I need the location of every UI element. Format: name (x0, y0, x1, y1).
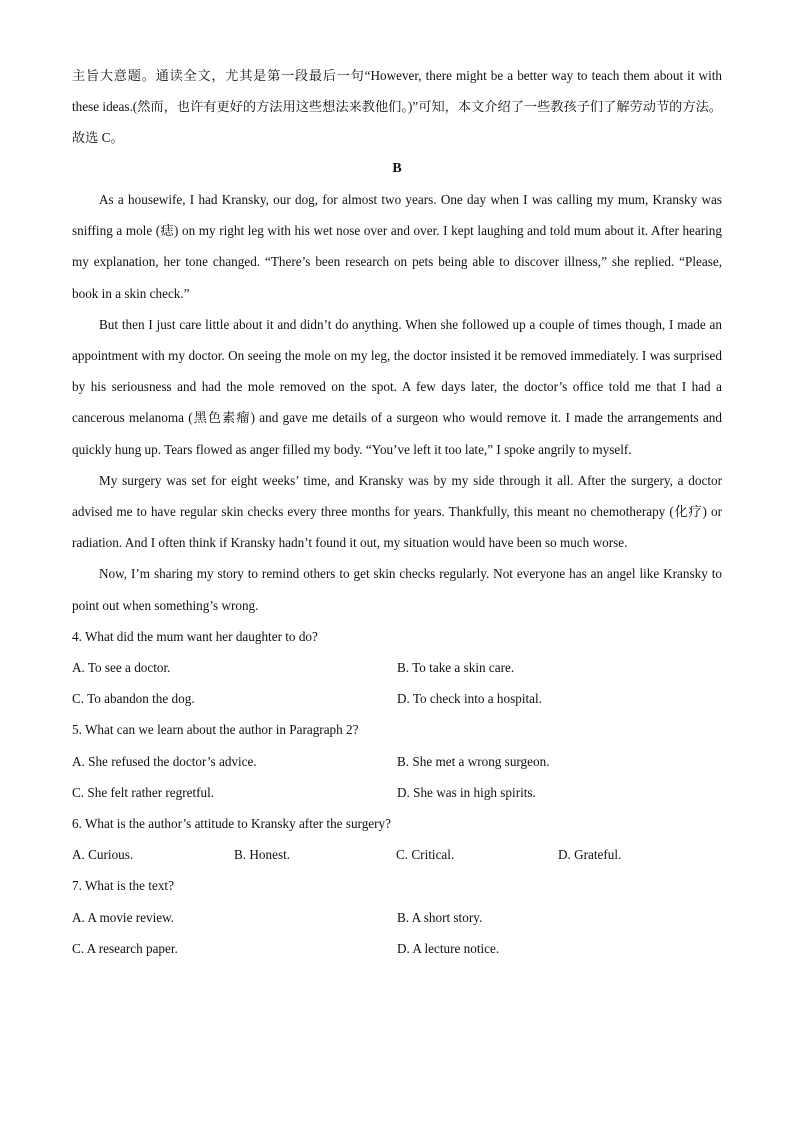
option-row (72, 902, 722, 933)
option-d: D. To check into a hospital. (397, 691, 542, 707)
passage-paragraph-2: But then I just care little about it and didn’t do anything. When she followed up a couple of times though, I made an appointment with my doctor. On seeing the mole on my leg, the doctor insisted it be removed immediately. I was surprised by his seriousness and had the mole removed on the spot. A few days later, the doctor’s office told me that I had a cancerous melanoma (黑色素瘤) and gave me details of a surgeon who would remove it. I made the arrangements and quickly hung up. Tears flowed as anger filled my body. “You’ve left it too late,” I spoke angrily to myself. (72, 316, 722, 457)
option-d: D. She was in high spirits. (397, 784, 536, 800)
passage (72, 184, 722, 621)
question-stem: 5. What can we learn about the author in Paragraph 2? (72, 722, 359, 738)
answer-explanation: 主旨大意题。通读全文，尤其是第一段最后一句“However, there might be a better way to teach them about it with these ideas.(然而，也许有更好的方法用这些想法来教他们。)”可知，本文介绍了一些教孩子们了解劳动节的方法。故选 C。 (72, 68, 722, 145)
question-5 (72, 714, 722, 808)
option-row (72, 839, 722, 870)
option-b: B. Honest. (234, 847, 291, 863)
document-page (72, 60, 722, 964)
question-stem: 7. What is the text? (72, 878, 174, 894)
question-6 (72, 808, 722, 870)
option-d: D. A lecture notice. (397, 940, 500, 956)
option-a: A. She refused the doctor’s advice. (72, 753, 257, 769)
passage-paragraph-4: Now, I’m sharing my story to remind others to get skin checks regularly. Not everyone has an angel like Kransky to point out when something’s wrong. (72, 566, 722, 613)
option-row (72, 777, 722, 808)
option-c: C. To abandon the dog. (72, 691, 195, 707)
option-b: B. A short story. (397, 909, 483, 925)
option-row (72, 683, 722, 714)
option-c: C. A research paper. (72, 940, 178, 956)
option-a: A. Curious. (72, 847, 134, 863)
option-row (72, 652, 722, 683)
option-row (72, 933, 722, 964)
section-title: B (392, 161, 402, 176)
option-a: A. A movie review. (72, 909, 175, 925)
option-row (72, 746, 722, 777)
option-c: C. She felt rather regretful. (72, 784, 215, 800)
option-b: B. She met a wrong surgeon. (397, 753, 550, 769)
passage-paragraph-3: My surgery was set for eight weeks’ time, and Kransky was by my side through it all. After the surgery, a doctor advised me to have regular skin checks every three months for years. Thankfully, this meant no chemotherapy (化疗) or radiation. And I often think if Kransky hadn’t found it out, my situation would have been so much worse. (72, 472, 722, 551)
option-a: A. To see a doctor. (72, 660, 171, 676)
passage-paragraph-1: As a housewife, I had Kransky, our dog, for almost two years. One day when I was calling my mum, Kransky was sniffing a mole (痣) on my right leg with his wet nose over and over. I kept laughing and told mum about it. After hearing my explanation, her tone changed. “There’s been research on pets being able to discover illness,” she replied. “Please, book in a skin check.” (72, 192, 722, 301)
option-d: D. Grateful. (558, 847, 622, 863)
option-b: B. To take a skin care. (397, 660, 515, 676)
question-stem: 4. What did the mum want her daughter to do? (72, 628, 318, 644)
question-7 (72, 870, 722, 964)
question-stem: 6. What is the author’s attitude to Kransky after the surgery? (72, 816, 391, 832)
question-4 (72, 621, 722, 715)
option-c: C. Critical. (396, 847, 455, 863)
